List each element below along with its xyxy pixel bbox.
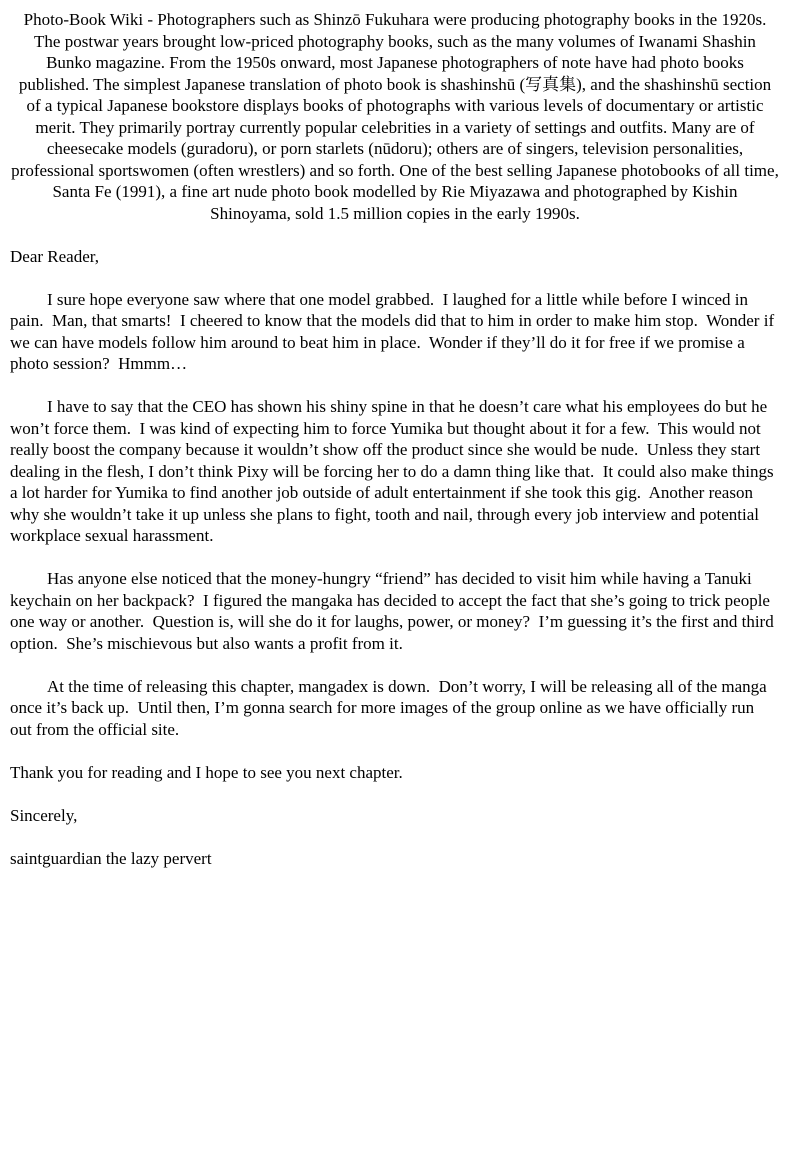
- wiki-excerpt: Photo-Book Wiki - Photographers such as Shinzō Fukuhara were producing photography books in the 1920s. The postwar years brought low-priced photography books, such as the many volumes of Iwanami Shashin Bunko magazine. From the 1950s onward, most Japanese photographers of note have had photo books published. The simplest Japanese translation of photo book is shashinshū (写真集), and the shashinshū section of a typical Japanese bookstore displays books of photographs with various levels of documentary or artistic merit. They primarily portray currently popular celebrities in a variety of settings and outfits. Many are of cheesecake models (guradoru), or porn starlets (nūdoru); others are of singers, television personalities, professional sportswomen (often wrestlers) and so forth. One of the best selling Japanese photobooks of all time, Santa Fe (1991), a fine art nude photo book modelled by Rie Miyazawa and photographed by Kishin Shinoyama, sold 1.5 million copies in the early 1990s.: [11, 10, 784, 223]
- letter-paragraph-4: At the time of releasing this chapter, mangadex is down. Don’t worry, I will be releasing all of the manga once it’s back up. Until then, I’m gonna search for more images of the group online as we have officially run out from the official site.: [10, 676, 771, 739]
- closing-line: Thank you for reading and I hope to see you next chapter.: [10, 762, 403, 782]
- salutation: Dear Reader,: [10, 246, 99, 266]
- letter-paragraph-3: Has anyone else noticed that the money-hungry “friend” has decided to visit him while having a Tanuki keychain on her backpack? I figured the mangaka has decided to accept the fact that she’s going to trick people one way or another. Question is, will she do it for laughs, power, or money? I’m guessing it’s the first and third option. She’s mischievous but also wants a profit from it.: [10, 569, 778, 653]
- letter-paragraph-1: I sure hope everyone saw where that one model grabbed. I laughed for a little while before I winced in pain. Man, that smarts! I cheered to know that the models did that to him in order to make him stop. Wonder if we can have models follow him around to beat him in place. Wonder if they’ll do it for free if we promise a photo session? Hmmm…: [10, 289, 779, 373]
- signoff: Sincerely,: [10, 805, 78, 825]
- signature: saintguardian the lazy pervert: [10, 848, 212, 868]
- letter-paragraph-2: I have to say that the CEO has shown his shiny spine in that he doesn’t care what his employees do but he won’t force them. I was kind of expecting him to force Yumika but thought about it for a few. This would not really boost the company because it wouldn’t show off the product since she would be nude. Unless they start dealing in the flesh, I don’t think Pixy will be forcing her to do a damn thing like that. It could also make things a lot harder for Yumika to find another job outside of adult entertainment if she took this gig. Another reason why she wouldn’t take it up unless she plans to fight, tooth and nail, through every job interview and potential workplace sexual harassment.: [10, 397, 778, 545]
